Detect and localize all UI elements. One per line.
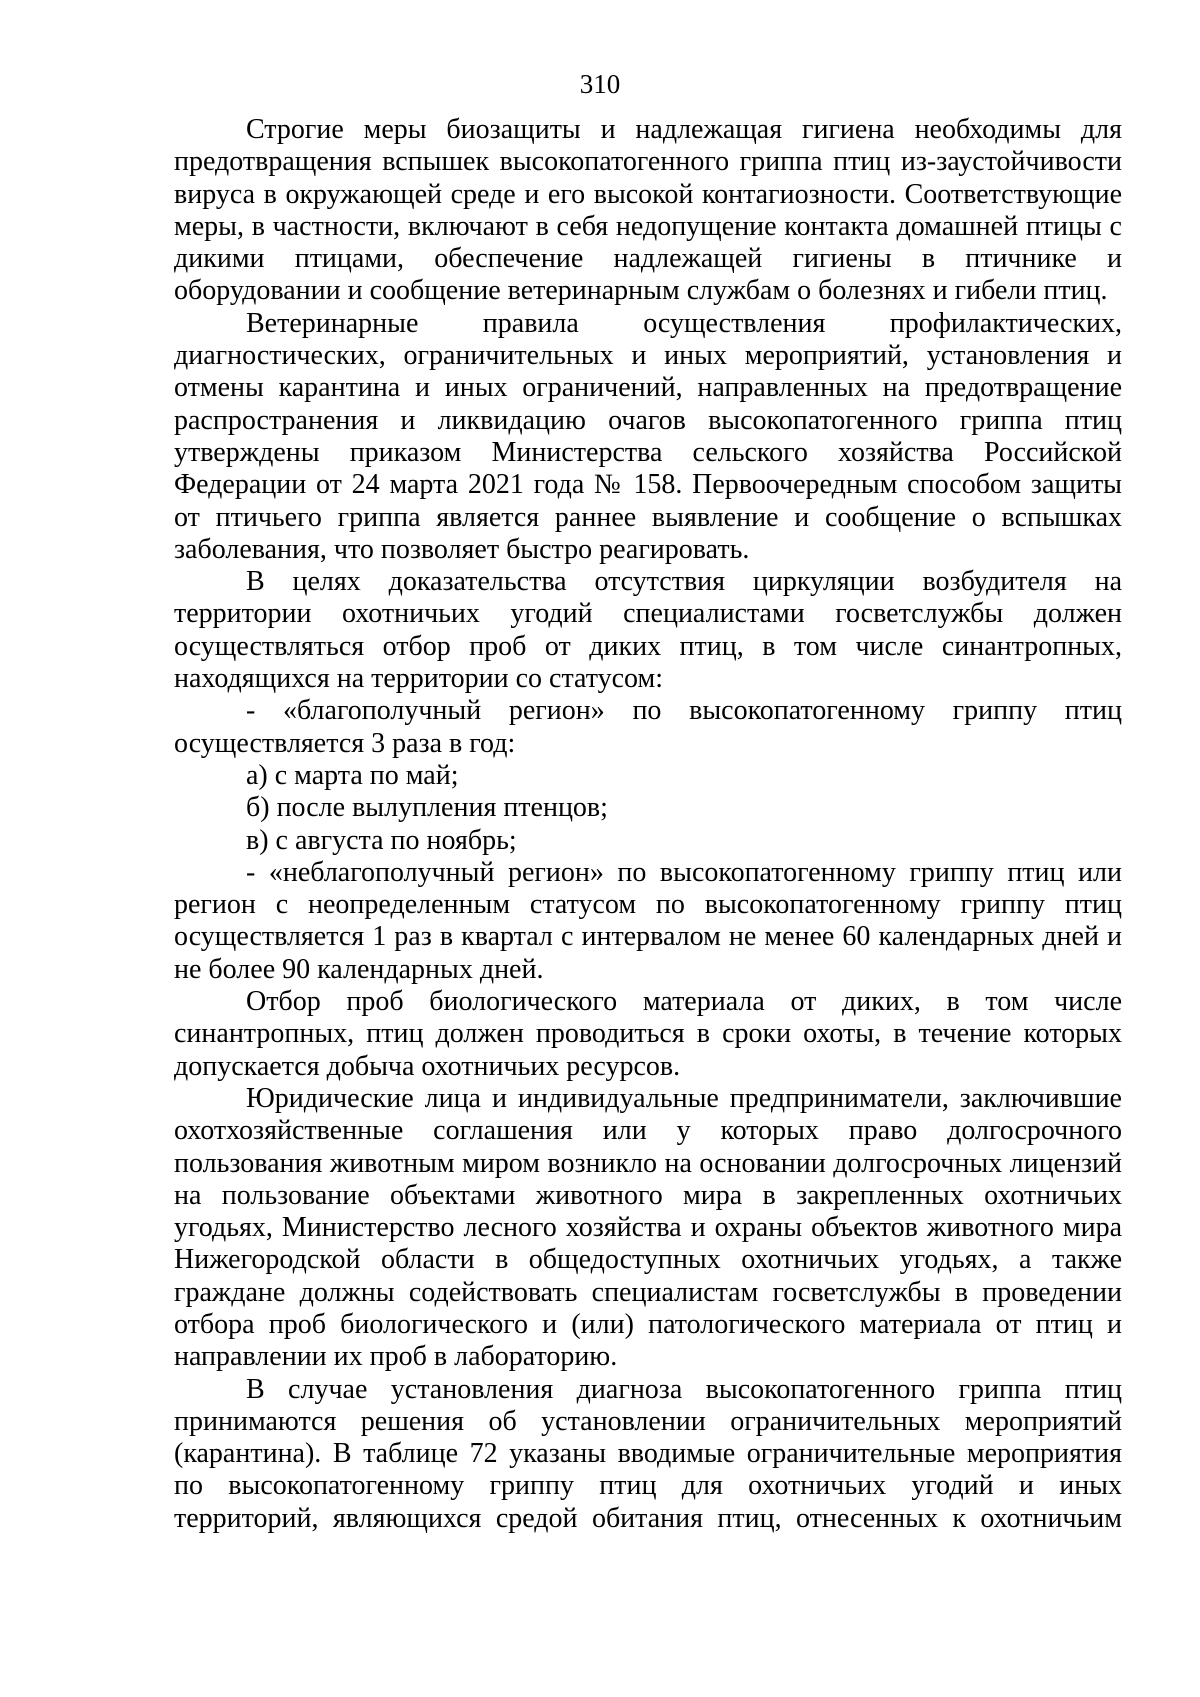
list-item-favorable-region: - «благополучный регион» по высокопатогенному гриппу птиц осуществляется 3 раза в год: xyxy=(174,695,1122,759)
paragraph-sampling-timing: Отбор проб биологического материала от диких, в том числе синантропных, птиц должен проводиться в сроки охоты, в течение которых допускается добыча охотничьих ресурсов. xyxy=(174,986,1122,1082)
paragraph-quarantine: В случае установления диагноза высокопатогенного гриппа птиц принимаются решения об установлении ограничительных мероприятий (карантина). В таблице 72 указаны вводимые ограничительные мероприятия по высокопатогенному гриппу птиц для охотничьих угодий и иных территорий, являющихся средой обитания птиц, отнесенных к охотничьим xyxy=(174,1373,1122,1534)
document-body xyxy=(174,114,1122,1535)
page-number: 310 xyxy=(579,69,621,99)
list-item-august-november: в) с августа по ноябрь; xyxy=(246,824,517,856)
list-item-unfavorable-region: - «неблагополучный регион» по высокопатогенному гриппу птиц или регион с неопределенным статусом по высокопатогенному гриппу птиц осуществляется 1 раз в квартал с интервалом не менее 60 календарных дней и не более 90 календарных дней. xyxy=(174,856,1122,985)
paragraph-legal-entities: Юридические лица и индивидуальные предприниматели, заключившие охотхозяйственные соглашения или у которых право долгосрочного пользования животным миром возникло на основании долгосрочных лицензий на пользование объектами животного мира в закрепленных охотничьих угодьях, Министерство лесного хозяйства и охраны объектов животного мира Нижегородской области в общедоступных охотничьих угодьях, а также граждане должны содействовать специалистам госветслужбы в проведении отбора проб биологического и (или) патологического материала от птиц и направлении их проб в лабораторию. xyxy=(174,1082,1122,1373)
paragraph-biosecurity: Строгие меры биозащиты и надлежащая гигиена необходимы для предотвращения вспышек высокопатогенного гриппа птиц из-заустойчивости вируса в окружающей среде и его высокой контагиозности. Соответствующие меры, в частности, включают в себя недопущение контакта домашней птицы с дикими птицами, обеспечение надлежащей гигиены в птичнике и оборудовании и сообщение ветеринарным службам о болезнях и гибели птиц. xyxy=(174,114,1122,307)
paragraph-veterinary-rules: Ветеринарные правила осуществления профилактических, диагностических, ограничительных и иных мероприятий, установления и отмены карантина и иных ограничений, направленных на предотвращение распространения и ликвидацию очагов высокопатогенного гриппа птиц утверждены приказом Министерства сельского хозяйства Российской Федерации от 24 марта 2021 года № 158. Первоочередным способом защиты от птичьего гриппа является раннее выявление и сообщение о вспышках заболевания, что позволяет быстро реагировать. xyxy=(174,307,1122,565)
list-item-march-may: а) с марта по май; xyxy=(246,759,459,791)
list-item-after-hatching: б) после вылупления птенцов; xyxy=(246,792,608,824)
paragraph-sampling-purpose: В целях доказательства отсутствия циркуляции возбудителя на территории охотничьих угодий специалистами госветслужбы должен осуществляться отбор проб от диких птиц, в том числе синантропных, находящихся на территории со статусом: xyxy=(174,566,1122,695)
